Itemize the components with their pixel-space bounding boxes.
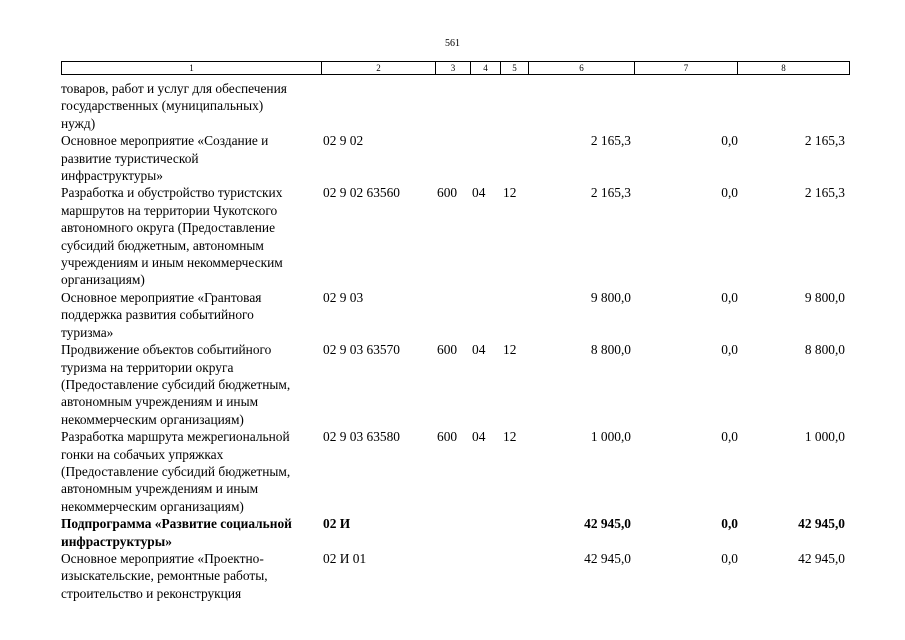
- header-col-2: 2: [322, 62, 436, 74]
- rz-cell: 04: [472, 185, 486, 201]
- kvr-cell: 600: [437, 429, 458, 445]
- page-number: 561: [445, 38, 460, 49]
- code-cell: 02 9 02: [323, 133, 364, 149]
- total-cell: 2 165,3: [804, 133, 845, 149]
- rz-cell: 04: [472, 429, 486, 445]
- amount-cell: 42 945,0: [584, 516, 631, 532]
- total-cell: 2 165,3: [804, 185, 845, 201]
- table-row: [61, 184, 861, 288]
- code-cell: 02 9 03 63570: [323, 342, 400, 358]
- change-cell: 0,0: [721, 516, 738, 532]
- header-col-7: 7: [635, 62, 738, 74]
- rz-cell: 04: [472, 342, 486, 358]
- change-cell: 0,0: [721, 550, 738, 566]
- table-header: [61, 61, 850, 75]
- table-row: [61, 550, 861, 602]
- row-name: Продвижение объектов событийного туризма на территории округа (Предоставление субсидий бюджетным, автономным учреждениям и иным некоммерческим организациям): [61, 342, 291, 427]
- code-cell: 02 9 02 63560: [323, 185, 400, 201]
- amount-cell: 2 165,3: [590, 133, 631, 149]
- row-name: Подпрограмма «Развитие социальной инфраструктуры»: [61, 516, 292, 549]
- total-cell: 42 945,0: [798, 550, 845, 566]
- table-row: [61, 341, 861, 428]
- table-row: [61, 515, 861, 550]
- change-cell: 0,0: [721, 342, 738, 358]
- pr-cell: 12: [503, 342, 517, 358]
- header-col-5: 5: [501, 62, 529, 74]
- change-cell: 0,0: [721, 429, 738, 445]
- row-name: Разработка маршрута межрегиональной гонки на собачьих упряжках (Предоставление субсидий бюджетным, автономным учреждениям и иным некоммерческим организациям): [61, 429, 291, 514]
- header-col-8: 8: [781, 63, 786, 73]
- change-cell: 0,0: [721, 289, 738, 305]
- header-col-6: 6: [529, 62, 635, 74]
- header-col-3: 3: [436, 62, 471, 74]
- code-cell: 02 9 03: [323, 289, 364, 305]
- total-cell: 42 945,0: [798, 516, 845, 532]
- amount-cell: 9 800,0: [590, 289, 631, 305]
- total-cell: 9 800,0: [804, 289, 845, 305]
- pr-cell: 12: [503, 429, 517, 445]
- table-row: [61, 428, 861, 515]
- pr-cell: 12: [503, 185, 517, 201]
- code-cell: 02 И 01: [323, 550, 367, 566]
- table-body: [61, 80, 861, 602]
- total-cell: 1 000,0: [804, 429, 845, 445]
- code-cell: 02 И: [323, 516, 351, 532]
- header-col-4: 4: [471, 62, 501, 74]
- table-row: [61, 289, 861, 341]
- header-col-1: 1: [62, 62, 322, 74]
- code-cell: 02 9 03 63580: [323, 429, 400, 445]
- kvr-cell: 600: [437, 342, 458, 358]
- row-name: Разработка и обустройство туристских маршрутов на территории Чукотского автономного округа (Предоставление субсидий бюджетным, автономным учреждениям и иным некоммерческим организациям): [61, 185, 283, 288]
- change-cell: 0,0: [721, 185, 738, 201]
- table-row: [61, 80, 861, 132]
- total-cell: 8 800,0: [804, 342, 845, 358]
- amount-cell: 42 945,0: [584, 550, 631, 566]
- table-row: [61, 132, 861, 184]
- kvr-cell: 600: [437, 185, 458, 201]
- row-name: Основное мероприятие «Создание и развитие туристической инфраструктуры»: [61, 133, 269, 184]
- amount-cell: 1 000,0: [590, 429, 631, 445]
- row-name: Основное мероприятие «Грантовая поддержка развития событийного туризма»: [61, 289, 262, 340]
- row-name: Основное мероприятие «Проектно- изыскательские, ремонтные работы, строительство и реконструкция: [61, 550, 268, 601]
- amount-cell: 2 165,3: [590, 185, 631, 201]
- row-name: товаров, работ и услуг для обеспечения государственных (муниципальных) нужд): [61, 81, 287, 131]
- change-cell: 0,0: [721, 133, 738, 149]
- amount-cell: 8 800,0: [590, 342, 631, 358]
